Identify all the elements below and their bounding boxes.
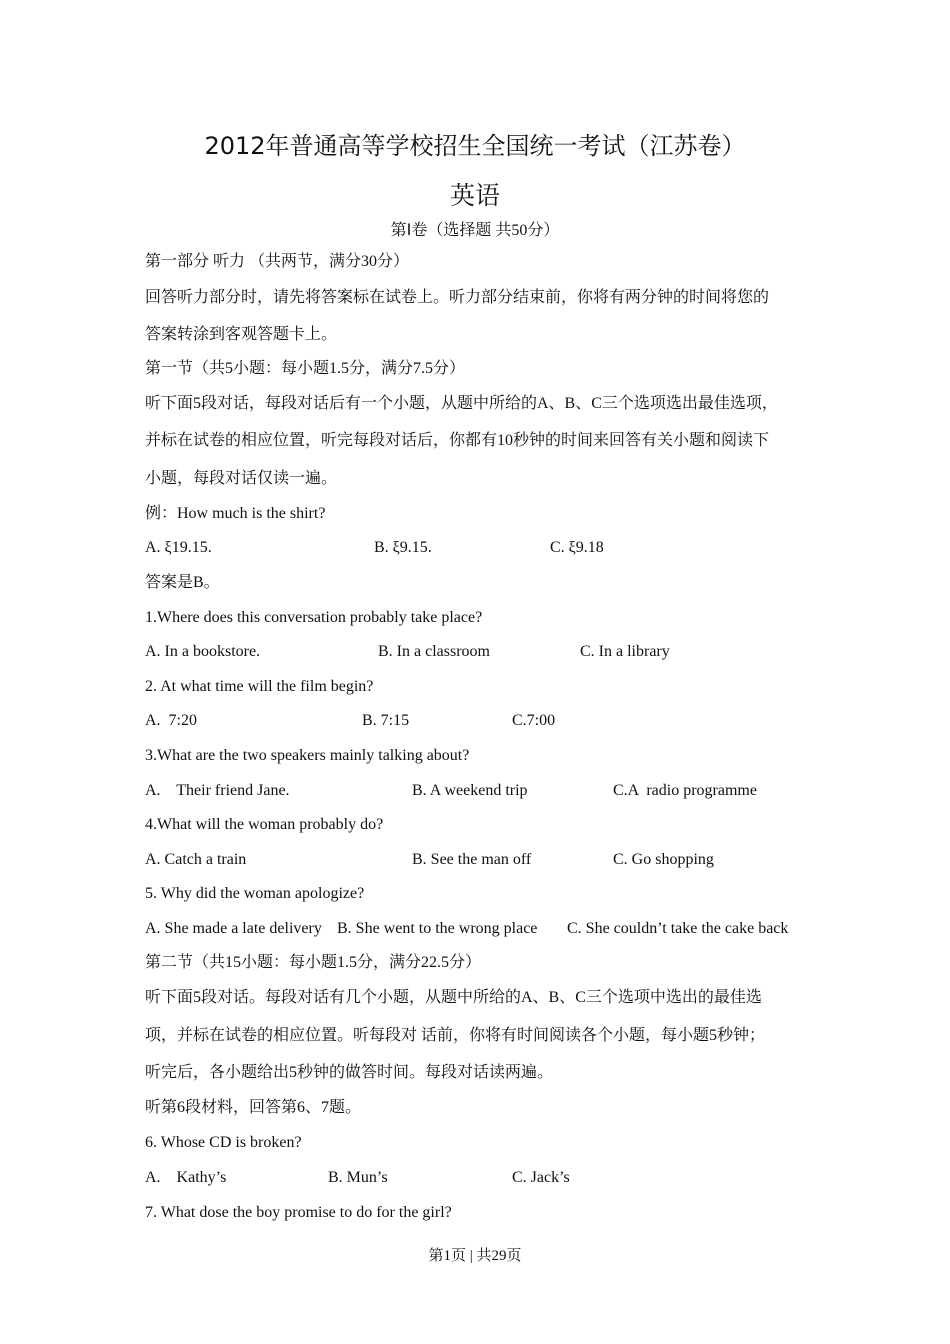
- instruction-line: 听完后，各小题给出5秒钟的做答时间。每段对话读两遍。: [145, 1064, 554, 1081]
- page-footer: 第1页 | 共29页: [428, 1248, 522, 1264]
- question-2: 2. At what time will the film begin?: [145, 678, 374, 695]
- option-c: C. She couldn’t take the cake back: [567, 920, 789, 937]
- section2-heading: 第二节（共15小题：每小题1.5分，满分22.5分）: [145, 954, 482, 971]
- question-7: 7. What dose the boy promise to do for the girl?: [145, 1204, 452, 1221]
- instruction-line: 小题，每段对话仅读一遍。: [145, 470, 338, 487]
- option-c: C.7:00: [512, 712, 556, 729]
- option-a: A. In a bookstore.: [145, 643, 261, 660]
- subject-heading: 英语: [449, 181, 500, 210]
- volume-heading: 第Ⅰ卷（选择题 共50分）: [390, 222, 560, 239]
- option-a: A. She made a late delivery: [145, 920, 322, 937]
- option-b: B. 7:15: [362, 712, 410, 729]
- instruction-line: 项，并标在试卷的相应位置。听每段对 话前，你将有时间阅读各个小题，每小题5秒钟；: [145, 1027, 766, 1044]
- option-b: B. See the man off: [412, 851, 532, 868]
- question-4: 4.What will the woman probably do?: [145, 816, 384, 833]
- option-b: B. ξ9.15.: [374, 539, 432, 556]
- question-6: 6. Whose CD is broken?: [145, 1134, 302, 1151]
- option-c: C. In a library: [580, 643, 670, 660]
- option-a: A. Catch a train: [145, 851, 247, 868]
- document-title: 2012年普通高等学校招生全国统一考试（江苏卷）: [204, 132, 746, 160]
- option-b: B. She went to the wrong place: [337, 920, 538, 937]
- option-c: C. ξ9.18: [550, 539, 604, 556]
- option-b: B. Mun’s: [328, 1169, 388, 1186]
- option-c: C. Jack’s: [512, 1169, 570, 1186]
- instruction-line: 听下面5段对话。每段对话有几个小题，从题中所给的A、B、C三个选项中选出的最佳选: [145, 989, 762, 1006]
- instruction-line: 听下面5段对话，每段对话后有一个小题，从题中所给的A、B、C三个选项选出最佳选项，: [145, 395, 778, 412]
- instruction-line: 答案转涂到客观答题卡上。: [145, 326, 338, 343]
- question-1: 1.Where does this conversation probably take place?: [145, 609, 483, 626]
- option-c: C.A radio programme: [613, 782, 757, 799]
- question-5: 5. Why did the woman apologize?: [145, 885, 365, 902]
- option-b: B. A weekend trip: [412, 782, 528, 799]
- instruction-line: 并标在试卷的相应位置，听完每段对话后，你都有10秒钟的时间来回答有关小题和阅读下: [145, 432, 770, 449]
- option-a: A. ξ19.15.: [145, 539, 212, 556]
- material-6-heading: 听第6段材料，回答第6、7题。: [145, 1099, 362, 1116]
- example-answer: 答案是B。: [145, 574, 220, 591]
- option-a: A. Their friend Jane.: [145, 782, 290, 799]
- option-a: A. Kathy’s: [145, 1169, 227, 1186]
- option-c: C. Go shopping: [613, 851, 714, 868]
- example-question: 例：How much is the shirt?: [145, 505, 326, 522]
- question-3: 3.What are the two speakers mainly talking about?: [145, 747, 470, 764]
- option-a: A. 7:20: [145, 712, 197, 729]
- part1-heading: 第一部分 听力 （共两节，满分30分）: [145, 253, 410, 270]
- option-b: B. In a classroom: [378, 643, 490, 660]
- section1-heading: 第一节（共5小题：每小题1.5分，满分7.5分）: [145, 360, 466, 377]
- instruction-line: 回答听力部分时，请先将答案标在试卷上。听力部分结束前，你将有两分钟的时间将您的: [145, 289, 770, 306]
